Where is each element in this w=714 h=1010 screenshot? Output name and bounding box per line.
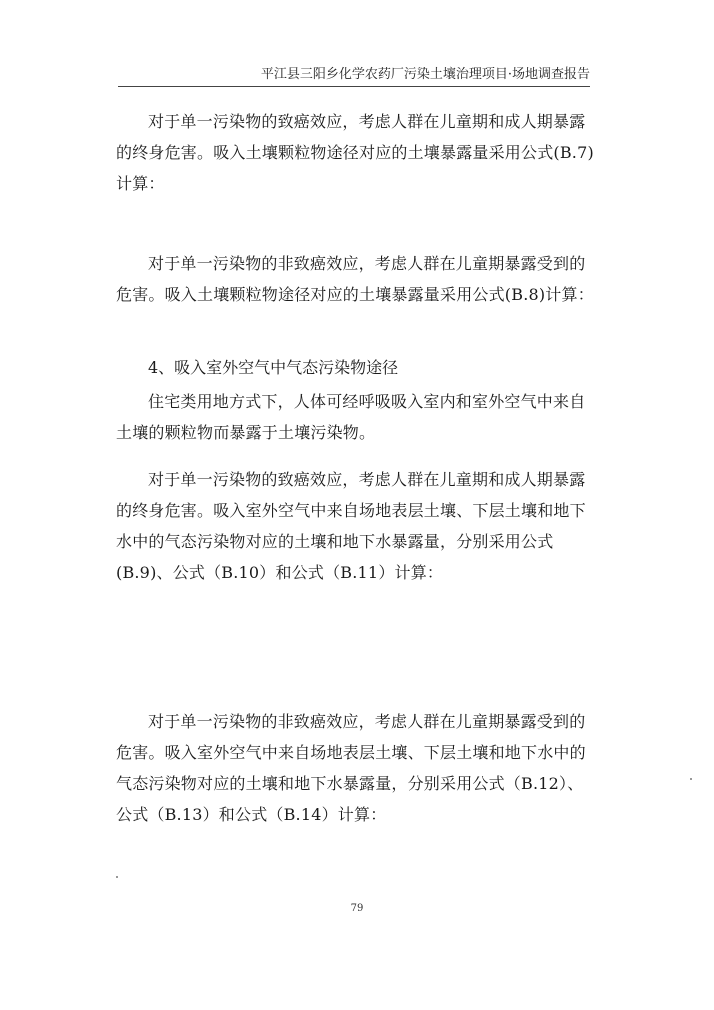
- paragraph-residential-exposure: 住宅类用地方式下，人体可经呼吸吸入室内和室外空气中来自土壤的颗粒物而暴露于土壤污染物。: [116, 392, 586, 442]
- scan-speck: [690, 778, 692, 780]
- page-number: 79: [350, 903, 364, 914]
- paragraph-noncarcinogenic-vapor: 对于单一污染物的非致癌效应，考虑人群在儿童期暴露受到的危害。吸入室外空气中来自场地表层土壤、下层土壤和地下水中的气态污染物对应的土壤和地下水暴露量，分别采用公式（B.12）、公式（B.13）和公式（B.14）计算：: [116, 712, 586, 824]
- paragraph-noncarcinogenic-particulate: 对于单一污染物的非致癌效应，考虑人群在儿童期暴露受到的危害。吸入土壤颗粒物途径对应的土壤暴露量采用公式(B.8)计算：: [116, 254, 594, 304]
- paragraph-carcinogenic-vapor: 对于单一污染物的致癌效应，考虑人群在儿童期和成人期暴露的终身危害。吸入室外空气中来自场地表层土壤、下层土壤和地下水中的气态污染物对应的土壤和地下水暴露量，分别采用公式(B.9)、公式（B.10）和公式（B.11）计算：: [116, 470, 586, 582]
- scan-speck: [116, 876, 118, 878]
- header-rule: [118, 86, 590, 87]
- running-header: 平江县三阳乡化学农药厂污染土壤治理项目·场地调查报告: [260, 67, 590, 82]
- paragraph-carcinogenic-particulate: 对于单一污染物的致癌效应，考虑人群在儿童期和成人期暴露的终身危害。吸入土壤颗粒物途径对应的土壤暴露量采用公式(B.7)计算：: [116, 112, 594, 193]
- section-heading-4: 4、吸入室外空气中气态污染物途径: [148, 358, 399, 377]
